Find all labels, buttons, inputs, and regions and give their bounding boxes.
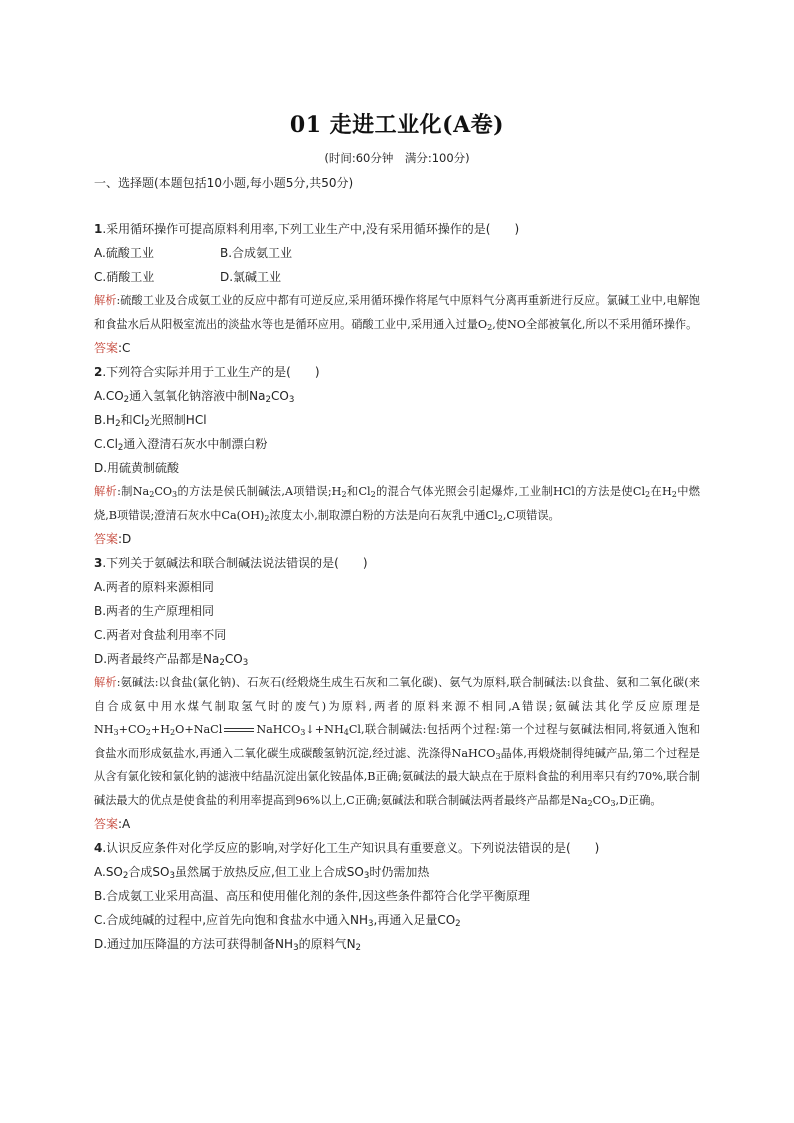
- section-heading: 一、选择题(本题包括10小题,每小题5分,共50分): [94, 176, 354, 190]
- analysis-label: 解析: [94, 485, 118, 498]
- option-d: D.氯碱工业: [220, 270, 282, 284]
- question-1-stem: 1.采用循环操作可提高原料利用率,下列工业生产中,没有采用循环操作的是( ): [94, 222, 520, 236]
- option-b: B.两者的生产原理相同: [94, 604, 215, 618]
- question-1-options-cd: [94, 265, 700, 289]
- question-3-analysis: 解析:氨碱法:以食盐(氯化钠)、石灰石(经煅烧生成生石灰和二氧化碳)、氨气为原料,联合制碱法:以食盐、氨和二氧化碳(来自合成氨中用水煤气制取氢气时的废气)为原料,两者的原料来源不相同,A错误;氨碱法其化学反应原理是$NH_3+CO_2+H_2O+NaCl$ $NaHCO_3↓+NH_4Cl$,联合制碱法:包括两个过程:第一个过程与氨碱法相同,将氨通入饱和食盐水而形成氨盐水,再通入二氧化碳生成碳酸氢钠沉淀,经过滤、洗涤得NaHCO$_3$晶体,再煅烧制得纯碱产品,第二个过程是从含有氯化铵和氯化钠的滤液中结晶沉淀出氯化铵晶体,B正确;氨碱法的最大缺点在于原料食盐的利用率只有约70%,联合制碱法最大的优点是使食盐的利用率提高到96%以上,C正确;氨碱法和联合制碱法两者最终产品都是$Na_2CO_3,D$正确。: [94, 676, 700, 808]
- option-c: $C.Cl_2$通入澄清石灰水中制漂白粉: [94, 437, 268, 454]
- option-d: D.通过加压降温的方法可获得制备$NH_3$的原料气$N_2$: [94, 937, 362, 954]
- analysis-label: 解析: [94, 676, 117, 689]
- exam-info: (时间:60分钟 满分:100分): [324, 151, 470, 165]
- question-3-answer: 答案:A: [94, 817, 131, 831]
- option-a: A.两者的原料来源相同: [94, 580, 214, 594]
- page-title: 01 走进工业化(A卷): [289, 112, 505, 138]
- option-d: D.两者最终产品都是$Na_2CO_3$: [94, 652, 249, 669]
- question-number: 2: [94, 365, 103, 379]
- option-b: $B.H_2$和$Cl_2$光照制HCl: [94, 413, 207, 430]
- option-d: D.用硫黄制硫酸: [94, 461, 180, 475]
- answer-label: 答案: [94, 532, 119, 546]
- answer-label: 答案: [94, 817, 119, 831]
- option-c: C.合成纯碱的过程中,应首先向饱和食盐水中通入$NH_3$,再通入足量$CO_2$: [94, 913, 461, 930]
- question-1-answer: 答案:C: [94, 341, 131, 355]
- question-2-answer: 答案:D: [94, 532, 132, 546]
- answer-label: 答案: [94, 341, 119, 355]
- option-a: $A.SO_2$合成$SO_3$虽然属于放热反应,但工业上合成$SO_3$时仍需加热: [94, 865, 430, 882]
- option-a: $A.CO_2$通入氢氧化钠溶液中制$Na_2CO_3$: [94, 389, 295, 406]
- question-1-analysis: 解析:硫酸工业及合成氨工业的反应中都有可逆反应,采用循环操作将尾气中原料气分离再重新进行反应。氯碱工业中,电解饱和食盐水后从阳极室流出的淡盐水等也是循环应用。硝酸工业中,采用通入过量$O_2$,使NO全部被氧化,所以不采用循环操作。: [94, 294, 700, 332]
- question-list: [94, 217, 700, 956]
- question-1-options-ab: [94, 241, 700, 265]
- question-4-stem: 4.认识反应条件对化学反应的影响,对学好化工生产知识具有重要意义。下列说法错误的是( ): [94, 841, 600, 855]
- question-number: 4: [94, 841, 103, 855]
- question-2-analysis: 解析:制$Na_2CO_3$的方法是侯氏制碱法,A项错误$;H_2$和$Cl_2$的混合气体光照会引起爆炸,工业制HCl的方法是使$Cl_2$在$H_2$中燃烧,B项错误;澄清石灰水中$Ca(OH)_2$浓度太小,制取漂白粉的方法是向石灰乳中通$Cl_2,C$项错误。: [94, 485, 700, 523]
- option-a: A.硫酸工业: [94, 246, 154, 260]
- reaction-equals-sign: [224, 726, 254, 734]
- question-3-stem: 3.下列关于氨碱法和联合制碱法说法错误的是( ): [94, 556, 368, 570]
- question-2-stem: 2.下列符合实际并用于工业生产的是( ): [94, 365, 320, 379]
- analysis-label: 解析: [94, 294, 117, 307]
- question-number: 1: [94, 222, 103, 236]
- option-c: C.两者对食盐利用率不同: [94, 628, 227, 642]
- option-b: B.合成氨工业采用高温、高压和使用催化剂的条件,因这些条件都符合化学平衡原理: [94, 889, 530, 903]
- question-number: 3: [94, 556, 103, 570]
- option-c: C.硝酸工业: [94, 270, 155, 284]
- option-b: B.合成氨工业: [220, 246, 293, 260]
